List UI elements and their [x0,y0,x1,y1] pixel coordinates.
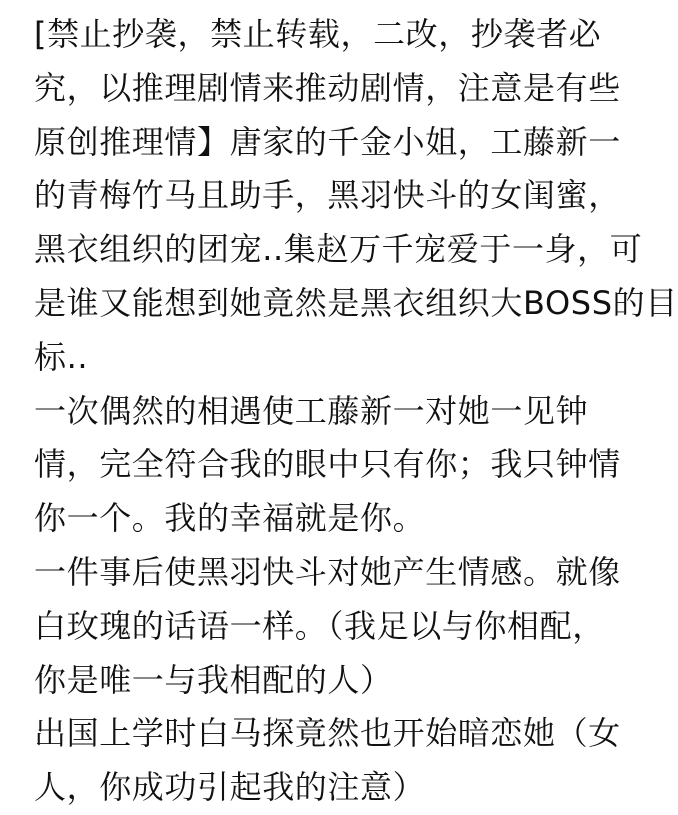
text-line: [禁止抄袭，禁止转载，二改，抄袭者必 [34,15,602,53]
text-line: 出国上学时白马探竟然也开始暗恋她（女 [34,714,621,753]
text-line: 你是唯一与我相配的人） [34,660,393,699]
text-line: 是谁又能想到她竟然是黑衣组织大BOSS的目 [34,283,678,322]
text-line: 一件事后使黑羽快斗对她产生情感。就像 [34,552,621,591]
text-line: 黑衣组织的团宠..集赵万千宠爱于一身，可 [34,230,643,269]
text-line: 一次偶然的相遇使工藤新一对她一见钟 [34,391,589,430]
text-line: 标.. [34,337,89,376]
text-line: 究，以推理剧情来推动剧情，注意是有些 [34,68,621,107]
text-line: 情，完全符合我的眼中只有你；我只钟情 [34,445,621,484]
text-line: 人，你成功引起我的注意） [34,768,426,807]
text-line: 你一个。我的幸福就是你。 [34,499,426,538]
story-text-block [34,8,678,815]
text-line: 白玫瑰的话语一样。（我足以与你相配， [34,606,605,645]
text-line: 的青梅竹马且助手，黑羽快斗的女闺蜜， [34,176,621,215]
text-line: 原创推理情】唐家的千金小姐，工藤新一 [34,122,621,161]
